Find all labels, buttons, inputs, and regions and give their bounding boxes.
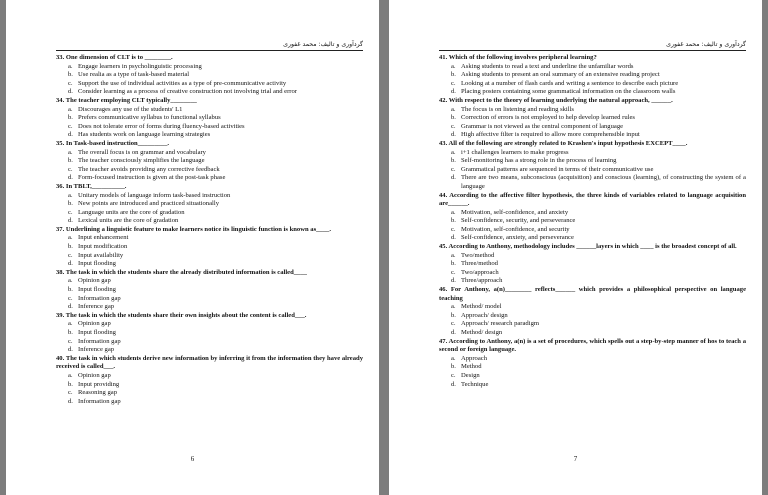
answer-option (439, 312, 746, 321)
answer-option (56, 63, 363, 72)
answer-option (56, 398, 363, 407)
answer-option (56, 131, 363, 140)
option-list (439, 355, 746, 389)
option-letter: d. (68, 217, 73, 225)
right-page (389, 0, 762, 495)
option-letter: d. (68, 88, 73, 96)
option-list (439, 252, 746, 286)
answer-option (56, 346, 363, 355)
question-stem: 38. The task in which the students share the already distributed information is called____ (56, 268, 307, 276)
answer-option (439, 63, 746, 72)
answer-option (439, 355, 746, 364)
option-list (56, 372, 363, 406)
answer-option (56, 234, 363, 243)
answer-option (56, 260, 363, 269)
option-text: Discourages any use of the students' L1 (78, 105, 183, 113)
option-letter: c. (68, 294, 73, 302)
question-stem: 37. Underlining a linguistic feature to make learners notice its linguistic function is known as____. (56, 225, 331, 233)
question-item (56, 312, 363, 355)
option-text: The teacher avoids providing any corrective feedback (78, 165, 220, 173)
option-letter: c. (451, 79, 456, 87)
option-letter: c. (68, 122, 73, 130)
option-text: Asking students to present an oral summary of an extensive reading project (461, 71, 660, 79)
option-letter: b. (68, 243, 73, 251)
option-list (56, 106, 363, 140)
option-text: Three/approach (461, 277, 503, 285)
question-item (56, 183, 363, 226)
answer-option (56, 166, 363, 175)
option-text: There are two means, subconscious (acquisition) and conscious (learning), of constructing the system of a language (461, 174, 746, 190)
answer-option (439, 226, 746, 235)
option-letter: a. (68, 234, 73, 242)
option-text: The teacher consciously simplifies the language (78, 157, 205, 165)
option-letter: a. (451, 105, 456, 113)
answer-option (439, 381, 746, 390)
option-text: The overall focus is on grammar and vocabulary (78, 148, 206, 156)
answer-option (56, 71, 363, 80)
option-letter: b. (451, 217, 456, 225)
option-text: Engage learners in psycholinguistic processing (78, 62, 202, 70)
option-text: Support the use of individual activities as a type of pre-communicative activity (78, 79, 287, 87)
option-letter: a. (451, 303, 456, 311)
option-text: Self-monitoring has a strong role in the process of learning (461, 157, 617, 165)
question-item (56, 54, 363, 97)
option-letter: b. (451, 157, 456, 165)
option-text: Input modification (78, 243, 128, 251)
option-letter: b. (68, 200, 73, 208)
option-letter: a. (451, 251, 456, 259)
option-text: Technique (461, 380, 489, 388)
answer-option (56, 381, 363, 390)
answer-option (56, 80, 363, 89)
question-stem: 34. The teacher employing CLT typically________ (56, 96, 197, 104)
option-text: Placing posters containing some grammatical information on the classroom walls (461, 88, 676, 96)
option-text: Form-focused instruction is given at the post-task phase (78, 174, 226, 182)
option-letter: a. (68, 62, 73, 70)
option-letter: d. (451, 329, 456, 336)
answer-option (56, 286, 363, 295)
header-divider (56, 50, 363, 51)
answer-option (56, 88, 363, 97)
answer-option (439, 252, 746, 261)
option-text: Self-confidence, security, and perseverance (461, 217, 576, 225)
option-letter: d. (451, 88, 456, 96)
option-text: Does not tolerate error of forms during fluency-based activities (78, 122, 245, 130)
option-letter: b. (451, 114, 456, 122)
option-text: Consider learning as a process of creative construction not involving trial and error (78, 88, 297, 96)
option-letter: d. (451, 131, 456, 139)
question-item (439, 243, 746, 286)
option-letter: b. (68, 71, 73, 79)
question-item (56, 355, 363, 407)
option-text: Opinion gap (78, 371, 111, 379)
question-list (439, 54, 746, 389)
question-stem: 46. For Anthony, a(n)________ reflects______ which provides a philosophical perspective on language teaching (439, 286, 746, 302)
option-text: i+1 challenges learners to make progress (461, 148, 569, 156)
question-item (439, 97, 746, 140)
answer-option (439, 372, 746, 381)
question-stem: 45. According to Anthony, methodology includes ______layers in which ____ is the broadest concept of all. (439, 243, 737, 251)
option-letter: c. (68, 165, 73, 173)
answer-option (56, 174, 363, 183)
answer-option (439, 174, 746, 191)
answer-option (56, 303, 363, 312)
option-letter: b. (451, 311, 456, 319)
answer-option (439, 277, 746, 286)
answer-option (56, 200, 363, 209)
question-stem: 40. The task in which students derive new information by inferring it from the information they have already received is called___. (56, 354, 363, 371)
option-text: Motivation, self-confidence, and security (461, 225, 570, 233)
question-stem: 41. Which of the following involves peripheral learning? (439, 54, 597, 61)
option-list (439, 106, 746, 140)
option-letter: c. (68, 337, 73, 345)
option-list (56, 192, 363, 226)
option-letter: c. (451, 122, 456, 130)
option-text: Inference gap (78, 346, 115, 354)
option-text: Unitary models of language inform task-based instruction (78, 191, 231, 199)
answer-option (439, 209, 746, 218)
option-list (439, 209, 746, 243)
option-letter: d. (451, 234, 456, 242)
option-text: New points are introduced and practiced situationally (78, 200, 219, 208)
question-item (439, 54, 746, 97)
option-letter: c. (68, 79, 73, 87)
option-letter: a. (68, 277, 73, 285)
option-text: Input enhancement (78, 234, 129, 242)
option-letter: c. (68, 389, 73, 397)
question-item (56, 140, 363, 183)
option-text: Three/method (461, 260, 498, 268)
option-letter: b. (68, 157, 73, 165)
page-number: 6 (190, 455, 195, 463)
option-letter: d. (68, 397, 73, 405)
question-stem: 44. According to the affective filter hypothesis, the three kinds of variables related to language acquisition are______. (439, 191, 746, 208)
left-page (6, 0, 379, 495)
question-stem: 36. In TBLT,__________. (56, 182, 127, 190)
option-text: Has students work on language learning strategies (78, 131, 211, 139)
answer-option (56, 192, 363, 201)
answer-option (439, 80, 746, 89)
option-text: Information gap (78, 294, 121, 302)
answer-option (56, 277, 363, 286)
option-letter: b. (451, 363, 456, 371)
answer-option (439, 320, 746, 329)
option-text: Input availability (78, 251, 124, 259)
option-letter: c. (451, 225, 456, 233)
answer-option (439, 123, 746, 132)
option-letter: d. (68, 303, 73, 311)
option-text: Design (461, 371, 480, 379)
answer-option (56, 114, 363, 123)
answer-option (56, 389, 363, 398)
answer-option (439, 106, 746, 115)
option-text: Opinion gap (78, 277, 111, 285)
option-text: Information gap (78, 337, 121, 345)
option-letter: d. (451, 174, 456, 182)
answer-option (439, 166, 746, 175)
option-text: Use realia as a type of task-based material (78, 71, 190, 79)
option-text: Approach (461, 354, 487, 362)
option-letter: d. (68, 346, 73, 354)
question-stem: 42. With respect to the theory of learning underlying the natural approach, ______. (439, 96, 673, 104)
option-letter: a. (68, 148, 73, 156)
answer-option (439, 131, 746, 140)
option-letter: b. (451, 71, 456, 79)
option-letter: c. (68, 251, 73, 259)
answer-option (56, 329, 363, 338)
option-text: Lexical units are the core of gradation (78, 217, 179, 225)
question-stem: 35. In Task-based instruction_________. (56, 139, 170, 147)
option-list (56, 320, 363, 354)
option-letter: c. (451, 320, 456, 328)
option-letter: a. (68, 105, 73, 113)
question-stem: 33. One dimension of CLT is to ________. (56, 54, 173, 61)
answer-option (56, 338, 363, 347)
answer-option (56, 320, 363, 329)
option-letter: a. (68, 371, 73, 379)
option-text: Approach/ research paradigm (461, 320, 539, 328)
option-text: High affective filter is required to allow more comprehensible input (461, 131, 640, 139)
answer-option (439, 260, 746, 269)
option-text: Grammar is not viewed as the central component of language (461, 122, 624, 130)
option-text: Inference gap (78, 303, 115, 311)
option-letter: d. (68, 131, 73, 139)
question-item (439, 286, 746, 338)
option-text: Input flooding (78, 329, 116, 336)
question-stem: 47. According to Anthony, a(n) is a set of procedures, which spells out a step-by-step manner of hos to teach a second or foreign language. (439, 337, 746, 354)
option-list (56, 234, 363, 268)
option-text: Self-confidence, anxiety, and perseverance (461, 234, 574, 242)
question-item (56, 226, 363, 269)
answer-option (439, 269, 746, 278)
option-list (439, 303, 746, 337)
option-letter: d. (451, 277, 456, 285)
answer-option (439, 217, 746, 226)
option-text: Approach/ design (461, 311, 508, 319)
option-letter: a. (68, 320, 73, 328)
question-item (439, 140, 746, 192)
page-number: 7 (573, 455, 578, 463)
question-list (56, 54, 363, 406)
option-letter: c. (451, 268, 456, 276)
option-text: Two/method (461, 251, 495, 259)
answer-option (439, 303, 746, 312)
answer-option (56, 243, 363, 252)
option-text: Prefers communicative syllabus to functional syllabus (78, 114, 221, 122)
answer-option (439, 234, 746, 243)
answer-option (56, 372, 363, 381)
question-item (439, 192, 746, 244)
answer-option (439, 157, 746, 166)
option-letter: a. (68, 191, 73, 199)
option-text: Grammatical patterns are sequenced in terms of their communicative use (461, 165, 654, 173)
question-item (439, 338, 746, 390)
option-letter: a. (451, 354, 456, 362)
option-text: Two/approach (461, 268, 499, 276)
header-divider (439, 50, 746, 51)
option-text: Method/ design (461, 329, 503, 336)
question-stem: 39. The task in which the students share their own insights about the content is called___. (56, 311, 307, 319)
question-stem: 43. All of the following are strongly related to Krashen's input hypothesis EXCEPT____. (439, 139, 688, 147)
answer-option (56, 157, 363, 166)
answer-option (56, 106, 363, 115)
answer-option (439, 114, 746, 123)
option-letter: b. (68, 329, 73, 336)
option-letter: d. (451, 380, 456, 388)
option-text: Information gap (78, 397, 121, 405)
option-letter: d. (68, 260, 73, 268)
answer-option (439, 149, 746, 158)
option-text: Opinion gap (78, 320, 111, 328)
option-letter: c. (451, 165, 456, 173)
option-letter: c. (68, 208, 73, 216)
option-text: Method (461, 363, 482, 371)
option-text: Input flooding (78, 260, 116, 268)
option-letter: b. (68, 114, 73, 122)
option-list (439, 63, 746, 97)
option-list (56, 149, 363, 183)
answer-option (56, 209, 363, 218)
answer-option (56, 217, 363, 226)
answer-option (56, 252, 363, 261)
option-text: Asking students to read a text and underline the unfamiliar words (461, 62, 634, 70)
option-text: Looking at a number of flash cards and writing a sentence to describe each picture (461, 79, 679, 87)
page-header: گردآوری و تالیف: محمد غفوری (283, 41, 363, 48)
answer-option (439, 363, 746, 372)
question-item (56, 97, 363, 140)
option-text: Input providing (78, 380, 120, 388)
option-text: Method/ model (461, 303, 502, 311)
page-header: گردآوری و تالیف: محمد غفوری (666, 41, 746, 48)
option-list (56, 63, 363, 97)
option-letter: a. (451, 62, 456, 70)
option-list (56, 277, 363, 311)
answer-option (56, 123, 363, 132)
option-text: Motivation, self-confidence, and anxiety (461, 208, 569, 216)
option-letter: a. (451, 208, 456, 216)
answer-option (439, 88, 746, 97)
answer-option (56, 149, 363, 158)
option-letter: b. (68, 286, 73, 294)
answer-option (439, 329, 746, 338)
option-letter: b. (68, 380, 73, 388)
option-letter: d. (68, 174, 73, 182)
option-text: Reasoning gap (78, 389, 118, 397)
answer-option (56, 295, 363, 304)
option-list (439, 149, 746, 192)
option-text: Input flooding (78, 286, 116, 294)
answer-option (439, 71, 746, 80)
option-letter: b. (451, 260, 456, 268)
option-letter: c. (451, 371, 456, 379)
option-letter: a. (451, 148, 456, 156)
option-text: The focus is on listening and reading skills (461, 105, 574, 113)
option-text: Correction of errors is not employed to help develop learned rules (461, 114, 635, 122)
option-text: Language units are the core of gradation (78, 208, 185, 216)
question-item (56, 269, 363, 312)
